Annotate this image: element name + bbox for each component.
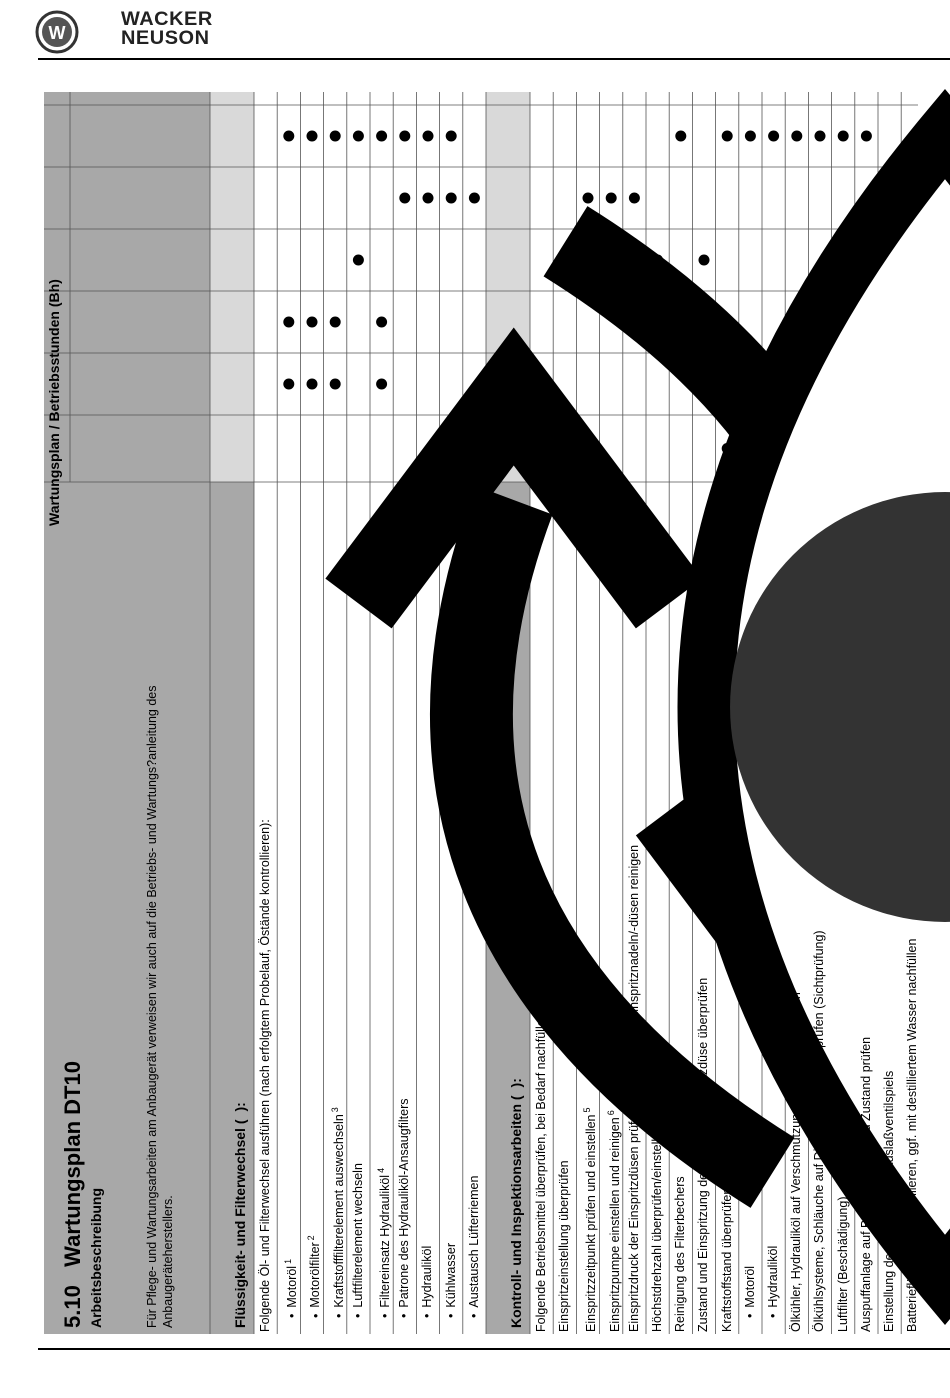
row-label-text: Ölkühler, Hydrauliköl auf Verschmutzung prüfen, ggf. reinigen bbox=[789, 992, 804, 1332]
schedule-row-label bbox=[695, 978, 711, 1332]
row-label-text: Patrone des Hydrauliköl-Ansaugfilters bbox=[397, 1098, 412, 1308]
schedule-row-label bbox=[350, 1163, 366, 1318]
row-label-text: Kraftstoffstand überprüfen und nachfüllen bbox=[719, 1102, 734, 1332]
schedule-row-label bbox=[327, 1107, 347, 1318]
row-label-text: Reinigung des Filterbechers bbox=[673, 1176, 688, 1332]
row-label-text: Höchstdrehzahl überprüfen/einstellen bbox=[650, 1124, 664, 1332]
footnote-marker: 6 bbox=[605, 1110, 616, 1116]
row-label-text: Motoröl bbox=[742, 1265, 757, 1308]
schedule-row-label bbox=[672, 1176, 688, 1332]
row-label-text: Einspritzzeitpunkt prüfen und einstellen bbox=[584, 1114, 599, 1332]
row-label-text: Ölkühlsysteme, Schläuche auf Dichtheit und Druck prüfen (Sichtprüfung) bbox=[812, 930, 827, 1332]
row-label-text: Kühlwasser bbox=[443, 1242, 458, 1308]
row-label-text: Hydrauliköl bbox=[766, 1245, 780, 1308]
section-subtitle: Arbeitsbeschreibung bbox=[88, 1187, 104, 1328]
schedule-row-label bbox=[649, 1125, 665, 1332]
footnote-marker: 4 bbox=[376, 1167, 386, 1173]
row-label-text: Folgende Öl- und Filterwechsel ausführen (nach erfolgtem Probelauf, Östände kontrollieren): bbox=[258, 819, 272, 1332]
footnote-marker: 2 bbox=[306, 1235, 317, 1241]
row-label-text: Hydrauliköl bbox=[420, 1245, 435, 1308]
row-label-text: Einstellung des Ansaug- und Auslaßventilspiels bbox=[882, 1070, 896, 1332]
schedule-row-label bbox=[858, 1037, 874, 1332]
maintenance-schedule-table bbox=[44, 92, 918, 1334]
schedule-row-label bbox=[373, 1168, 393, 1318]
schedule-row-label bbox=[419, 1246, 435, 1318]
row-label-text: Luftfilter (Beschädigung) bbox=[835, 1196, 850, 1332]
row-label-text: Batterieflüssigkeit kontrollieren, ggf. mit destilliertem Wasser nachfüllen bbox=[905, 938, 920, 1332]
schedule-row-label bbox=[742, 1266, 758, 1318]
footnote-marker: 3 bbox=[329, 1107, 340, 1113]
section-number: 5.10 bbox=[60, 1285, 85, 1328]
group-heading-text: Flüssigkeit- und Filterwechsel ( bbox=[232, 1119, 248, 1328]
schedule-header: Wartungsplan / Betriebsstunden (Bh) bbox=[46, 279, 62, 526]
group-heading-fluids bbox=[232, 1102, 248, 1328]
row-label-text: Luftfilterelement wechseln bbox=[350, 1163, 365, 1308]
schedule-row-label bbox=[303, 1235, 323, 1318]
page-header bbox=[0, 0, 950, 62]
schedule-row-label bbox=[533, 1009, 549, 1332]
section-title bbox=[60, 1061, 86, 1328]
header-rule bbox=[38, 58, 950, 60]
schedule-row-label bbox=[881, 1071, 897, 1332]
schedule-row-label bbox=[396, 1098, 412, 1318]
row-label-text: Motoröl bbox=[285, 1265, 300, 1308]
brand-line-1: WACKER bbox=[121, 9, 213, 30]
group-heading-inspection bbox=[508, 1078, 524, 1328]
schedule-row-label bbox=[788, 992, 804, 1332]
section-title-text: Wartungsplan DT10 bbox=[60, 1061, 85, 1267]
row-label-text: Folgende Betriebsmittel überprüfen, bei Bedarf nachfüllen: bbox=[534, 1008, 548, 1332]
row-label-text: Einspritzpumpe einstellen und reinigen bbox=[607, 1117, 622, 1332]
schedule-row-label bbox=[280, 1259, 300, 1318]
schedule-row-label bbox=[579, 1107, 599, 1332]
group-heading-close: ): bbox=[232, 1102, 248, 1112]
row-label-text: Einspritzdruck der Einspritzdüsen prüfen und einstellen, Einspritznadeln/-düsen reinigen bbox=[626, 844, 641, 1332]
schedule-row-label bbox=[556, 1160, 572, 1332]
group-heading-close: ): bbox=[508, 1078, 524, 1088]
schedule-row-label bbox=[626, 845, 642, 1332]
brand-wordmark bbox=[121, 9, 213, 49]
wacker-neuson-logo-icon bbox=[34, 10, 80, 54]
row-label-text: Einspritzeinstellung überprüfen bbox=[557, 1160, 572, 1332]
schedule-row-label bbox=[835, 1197, 851, 1333]
schedule-row-label bbox=[904, 939, 920, 1332]
brand-line-2: NEUSON bbox=[121, 28, 210, 49]
intro-line-1: Für Pflege- und Wartungsarbeiten am Anbaugerät verweisen wir auch auf die Betriebs- und Wartungs?anleitung des bbox=[145, 685, 159, 1328]
row-label-text: Kraftstofffilterelement auswechseln bbox=[331, 1114, 346, 1308]
footer-rule bbox=[38, 1348, 950, 1350]
row-label-text: Austausch Lüfterriemen bbox=[466, 1175, 481, 1308]
row-label-text: Motorölfilter bbox=[308, 1242, 323, 1308]
row-label-text: Auspuffanlage auf Beschädigung und Zustand prüfen bbox=[858, 1036, 873, 1332]
row-label-text: Filtereinsatz Hydrauliköl bbox=[378, 1174, 393, 1308]
intro-line-2: Anbaugeräteherstellers. bbox=[161, 1195, 175, 1328]
schedule-row-label bbox=[466, 1176, 482, 1318]
schedule-row-label bbox=[257, 819, 273, 1332]
group-heading-text: Kontroll- und Inspektionsarbeiten ( bbox=[508, 1095, 524, 1328]
schedule-row-label bbox=[719, 1103, 735, 1332]
footnote-marker: 5 bbox=[582, 1107, 593, 1113]
footnote-marker: 1 bbox=[283, 1258, 294, 1264]
schedule-row-label bbox=[443, 1243, 459, 1318]
schedule-row-label bbox=[765, 1246, 781, 1318]
schedule-row-label bbox=[811, 930, 827, 1332]
schedule-row-label bbox=[603, 1110, 623, 1332]
svg-text:W: W bbox=[48, 23, 66, 43]
row-label-text: Zustand und Einspritzung der Kraftstoffeinspritzdüse überprüfen bbox=[696, 977, 711, 1332]
